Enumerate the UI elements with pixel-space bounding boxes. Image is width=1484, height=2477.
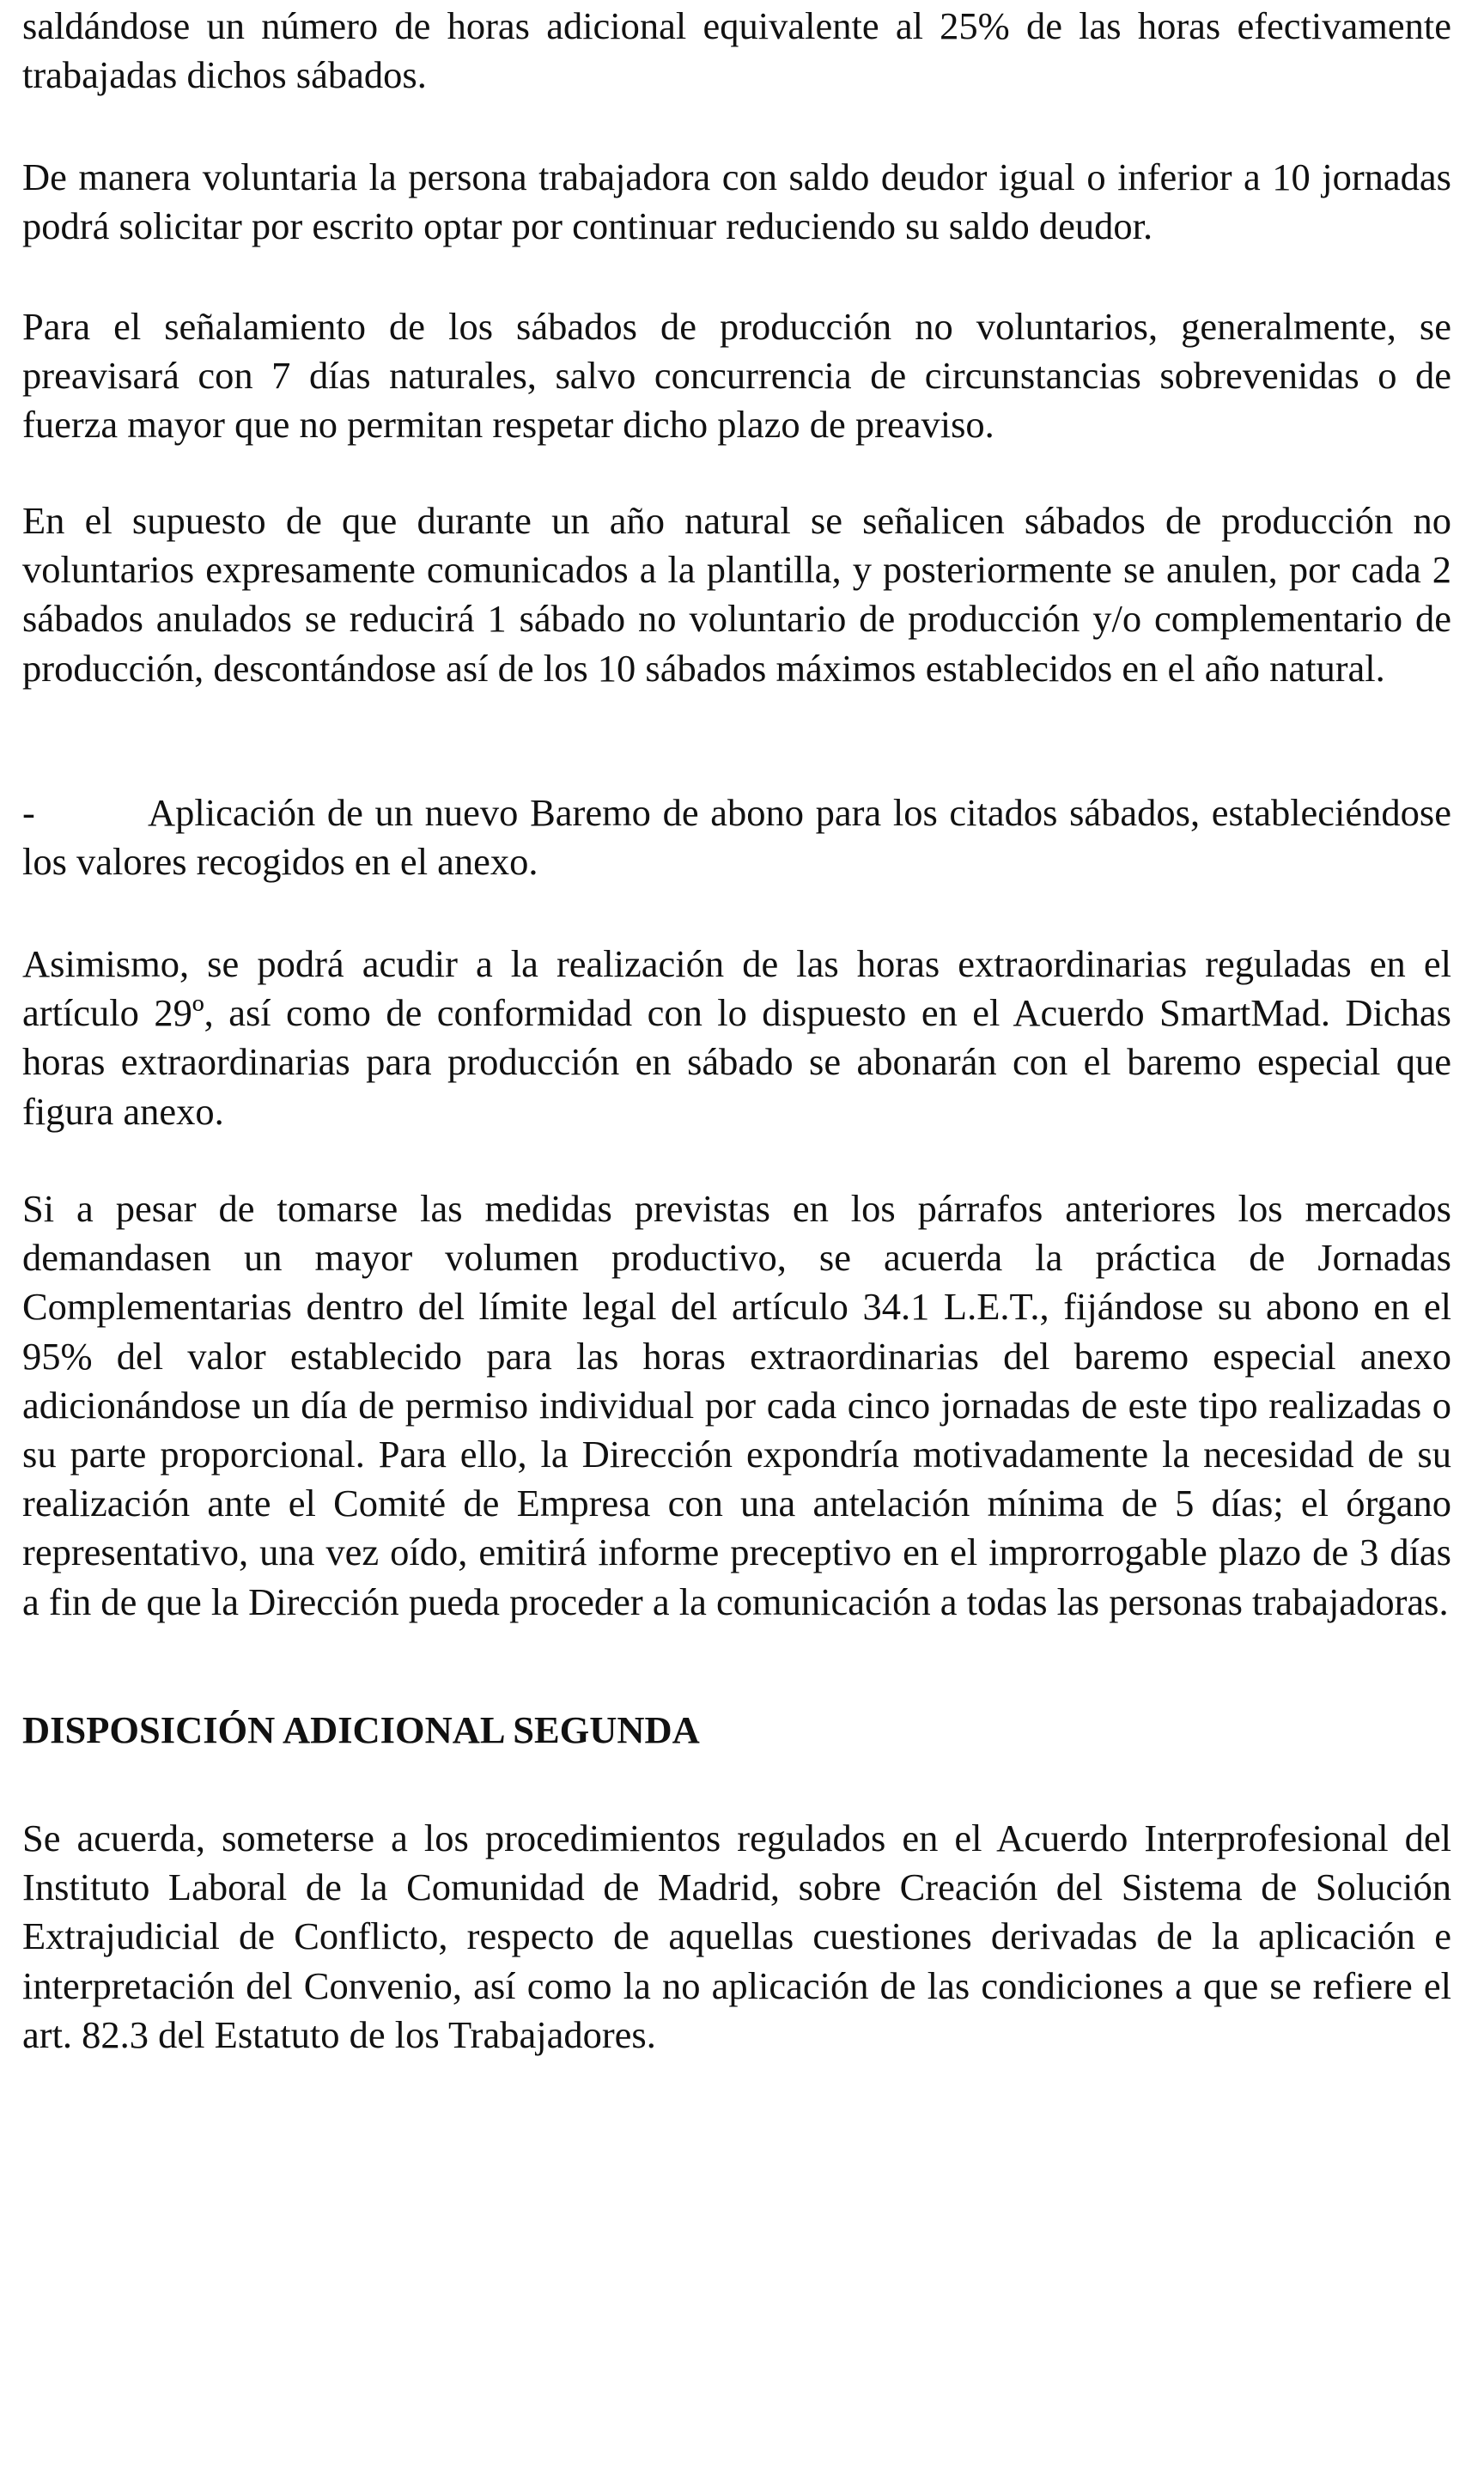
section-heading: DISPOSICIÓN ADICIONAL SEGUNDA xyxy=(22,1708,700,1751)
bullet-text: Aplicación de un nuevo Baremo de abono para los citados sábados, estableciéndose los valores recogidos en el anexo. xyxy=(22,791,1451,884)
paragraph-voluntary-debit: De manera voluntaria la persona trabajadora con saldo deudor igual o inferior a 10 jornadas podrá solicitar por escrito optar por continuar reduciendo su saldo deudor. xyxy=(22,155,1451,248)
paragraph-complementary-days: Si a pesar de tomarse las medidas previstas en los párrafos anteriores los mercados demandasen un mayor volumen productivo, se acuerda la práctica de Jornadas Complementarias dentro del límite legal del artículo 34.1 L.E.T., fijándose su abono en el 95% del valor establecido para las horas extraordinarias del baremo especial anexo adicionándose un día de permiso individual por cada cinco jornadas de este tipo realizadas o su parte proporcional. Para ello, la Dirección expondría motivadamente la necesidad de su realización ante el Comité de Empresa con una antelación mínima de 5 días; el órgano representativo, una vez oído, emitirá informe preceptivo en el improrrogable plazo de 3 días a fin de que la Dirección pueda proceder a la comunicación a todas las personas trabajadoras. xyxy=(22,1187,1451,1623)
paragraph-cancelled-saturdays: En el supuesto de que durante un año natural se señalicen sábados de producción no voluntarios expresamente comunicados a la plantilla, y posteriormente se anulen, por cada 2 sábados anulados se reducirá 1 sábado no voluntario de producción y/o complementario de producción, descontándose así de los 10 sábados máximos establecidos en el año natural. xyxy=(22,499,1451,690)
paragraph-extrajudicial-solution: Se acuerda, someterse a los procedimientos regulados en el Acuerdo Interprofesional del Instituto Laboral de la Comunidad de Madrid, sobre Creación del Sistema de Solución Extrajudicial de Conflicto, respecto de aquellas cuestiones derivadas de la aplicación e interpretación del Convenio, así como la no aplicación de las condiciones a que se refiere el art. 82.3 del Estatuto de los Trabajadores. xyxy=(22,1817,1451,2056)
bullet-marker: - xyxy=(22,791,35,834)
paragraph-overtime-hours: Asimismo, se podrá acudir a la realización de las horas extraordinarias reguladas en el artículo 29º, así como de conformidad con lo dispuesto en el Acuerdo SmartMad. Dichas horas extraordinarias para producción en sábado se abonarán con el baremo especial que figura anexo. xyxy=(22,942,1451,1133)
paragraph-non-voluntary-notice: Para el señalamiento de los sábados de producción no voluntarios, generalmente, se preavisará con 7 días naturales, salvo concurrencia de circunstancias sobrevenidas o de fuerza mayor que no permitan respetar dicho plazo de preaviso. xyxy=(22,305,1451,447)
bullet-item-baremo xyxy=(22,788,1451,886)
paragraph-saturday-hours: saldándose un número de horas adicional equivalente al 25% de las horas efectivamente trabajadas dichos sábados. xyxy=(22,4,1451,97)
